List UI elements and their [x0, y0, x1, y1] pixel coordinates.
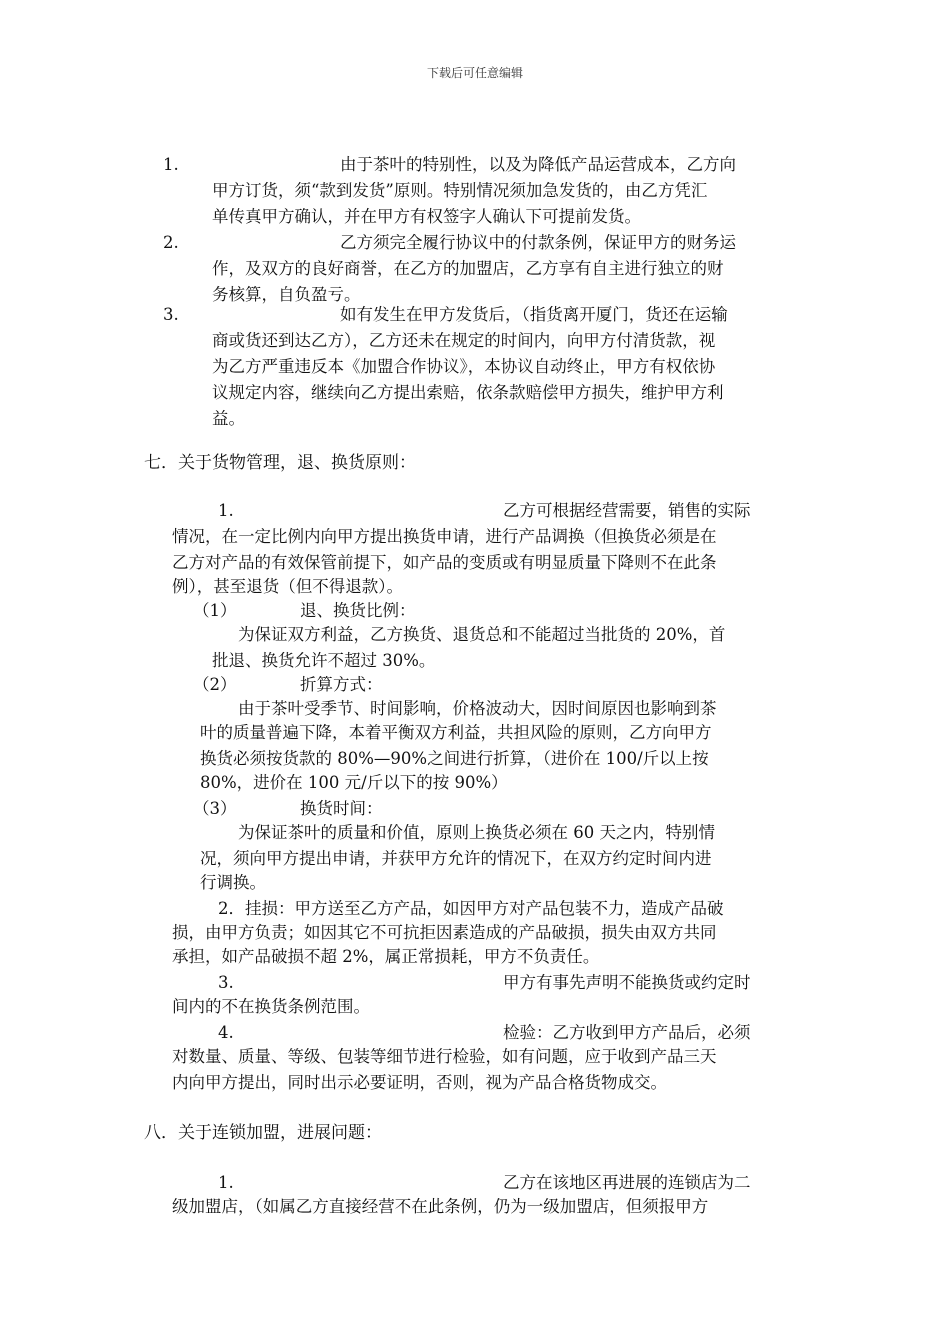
sub-item-number: （1） — [193, 601, 237, 620]
paragraph-line: 检验：乙方收到甲方产品后，必须 — [503, 1023, 751, 1042]
paragraph-line: 为保证双方利益，乙方换货、退货总和不能超过当批货的 20%，首 — [238, 625, 726, 644]
item-number: 2. — [163, 233, 179, 252]
paragraph-line: 承担，如产品破损不超 2%，属正常损耗，甲方不负责任。 — [172, 947, 600, 966]
paragraph-line: 作，及双方的良好商誉，在乙方的加盟店，乙方享有自主进行独立的财 — [212, 259, 724, 278]
page-header-note: 下载后可任意编辑 — [426, 66, 523, 80]
paragraph-line: 间内的不在换货条例范围。 — [172, 997, 370, 1016]
paragraph-line: 行调换。 — [200, 873, 266, 892]
paragraph-line: 损，由甲方负责；如因其它不可抗拒因素造成的产品破损，损失由双方共同 — [172, 923, 717, 942]
section-7-heading: 七．关于货物管理，退、换货原则： — [144, 453, 416, 473]
paragraph-line: 乙方在该地区再进展的连锁店为二 — [503, 1173, 751, 1192]
paragraph-line: 单传真甲方确认，并在甲方有权签字人确认下可提前发货。 — [212, 207, 641, 226]
paragraph-line: 乙方对产品的有效保管前提下，如产品的变质或有明显质量下降则不在此条 — [172, 553, 717, 572]
item-number: 3. — [163, 305, 179, 324]
paragraph-line: 由于茶叶的特别性，以及为降低产品运营成本，乙方向 — [340, 155, 736, 174]
paragraph-line: 内向甲方提出，同时出示必要证明，否则，视为产品合格货物成交。 — [172, 1073, 667, 1092]
paragraph-line: 乙方可根据经营需要，销售的实际 — [503, 501, 751, 520]
paragraph-line: 为保证茶叶的质量和价值，原则上换货必须在 60 天之内，特别情 — [238, 823, 715, 842]
paragraph-line: 乙方须完全履行协议中的付款条例，保证甲方的财务运 — [340, 233, 736, 252]
paragraph-line: 甲方有事先声明不能换货或约定时 — [503, 973, 751, 992]
paragraph-line: 为乙方严重违反本《加盟合作协议》，本协议自动终止，甲方有权依协 — [212, 357, 716, 376]
paragraph-line: 叶的质量普遍下降，本着平衡双方利益，共担风险的原则，乙方向甲方 — [200, 723, 712, 742]
paragraph-line: 级加盟店，（如属乙方直接经营不在此条例，仍为一级加盟店，但须报甲方 — [172, 1197, 709, 1216]
sub-item-number: （3） — [193, 799, 237, 818]
paragraph-line: 甲方订货，须“款到发货”原则。特别情况须加急发货的，由乙方凭汇 — [212, 181, 708, 200]
paragraph-line: 由于茶叶受季节、时间影响，价格波动大，因时间原因也影响到茶 — [238, 699, 717, 718]
item-number: 1. — [218, 501, 234, 520]
paragraph-line: 批退、换货允许不超过 30%。 — [212, 651, 436, 670]
paragraph-line: 务核算，自负盈亏。 — [212, 285, 361, 304]
section-8-heading: 八．关于连锁加盟，进展问题： — [144, 1123, 382, 1143]
paragraph-line: 对数量、质量、等级、包装等细节进行检验，如有问题，应于收到产品三天 — [172, 1047, 717, 1066]
sub-item-title: 折算方式： — [300, 675, 383, 694]
paragraph-line: 如有发生在甲方发货后，（指货离开厦门，货还在运输 — [340, 305, 728, 324]
paragraph-line: 议规定内容，继续向乙方提出索赔，依条款赔偿甲方损失，维护甲方利 — [212, 383, 724, 402]
paragraph-line: 80%，进价在 100 元/斤以下的按 90%） — [200, 773, 508, 792]
paragraph-line: 益。 — [212, 409, 245, 428]
item-number: 3. — [218, 973, 234, 992]
paragraph-line: 换货必须按货款的 80%—90%之间进行折算，（进价在 100/斤以上按 — [200, 749, 709, 768]
paragraph-line: 2．挂损：甲方送至乙方产品，如因甲方对产品包装不力，造成产品破 — [218, 899, 724, 918]
paragraph-line: 情况，在一定比例内向甲方提出换货申请，进行产品调换（但换货必须是在 — [172, 527, 717, 546]
item-number: 1. — [163, 155, 179, 174]
sub-item-number: （2） — [193, 675, 237, 694]
paragraph-line: 况，须向甲方提出申请，并获甲方允许的情况下，在双方约定时间内进 — [200, 849, 712, 868]
sub-item-title: 退、换货比例： — [300, 601, 416, 620]
item-number: 1. — [218, 1173, 234, 1192]
paragraph-line: 例），甚至退货（但不得退款）。 — [172, 577, 403, 596]
item-number: 4. — [218, 1023, 234, 1042]
sub-item-title: 换货时间： — [300, 799, 383, 818]
paragraph-line: 商或货还到达乙方），乙方还未在规定的时间内，向甲方付清货款，视 — [212, 331, 716, 350]
